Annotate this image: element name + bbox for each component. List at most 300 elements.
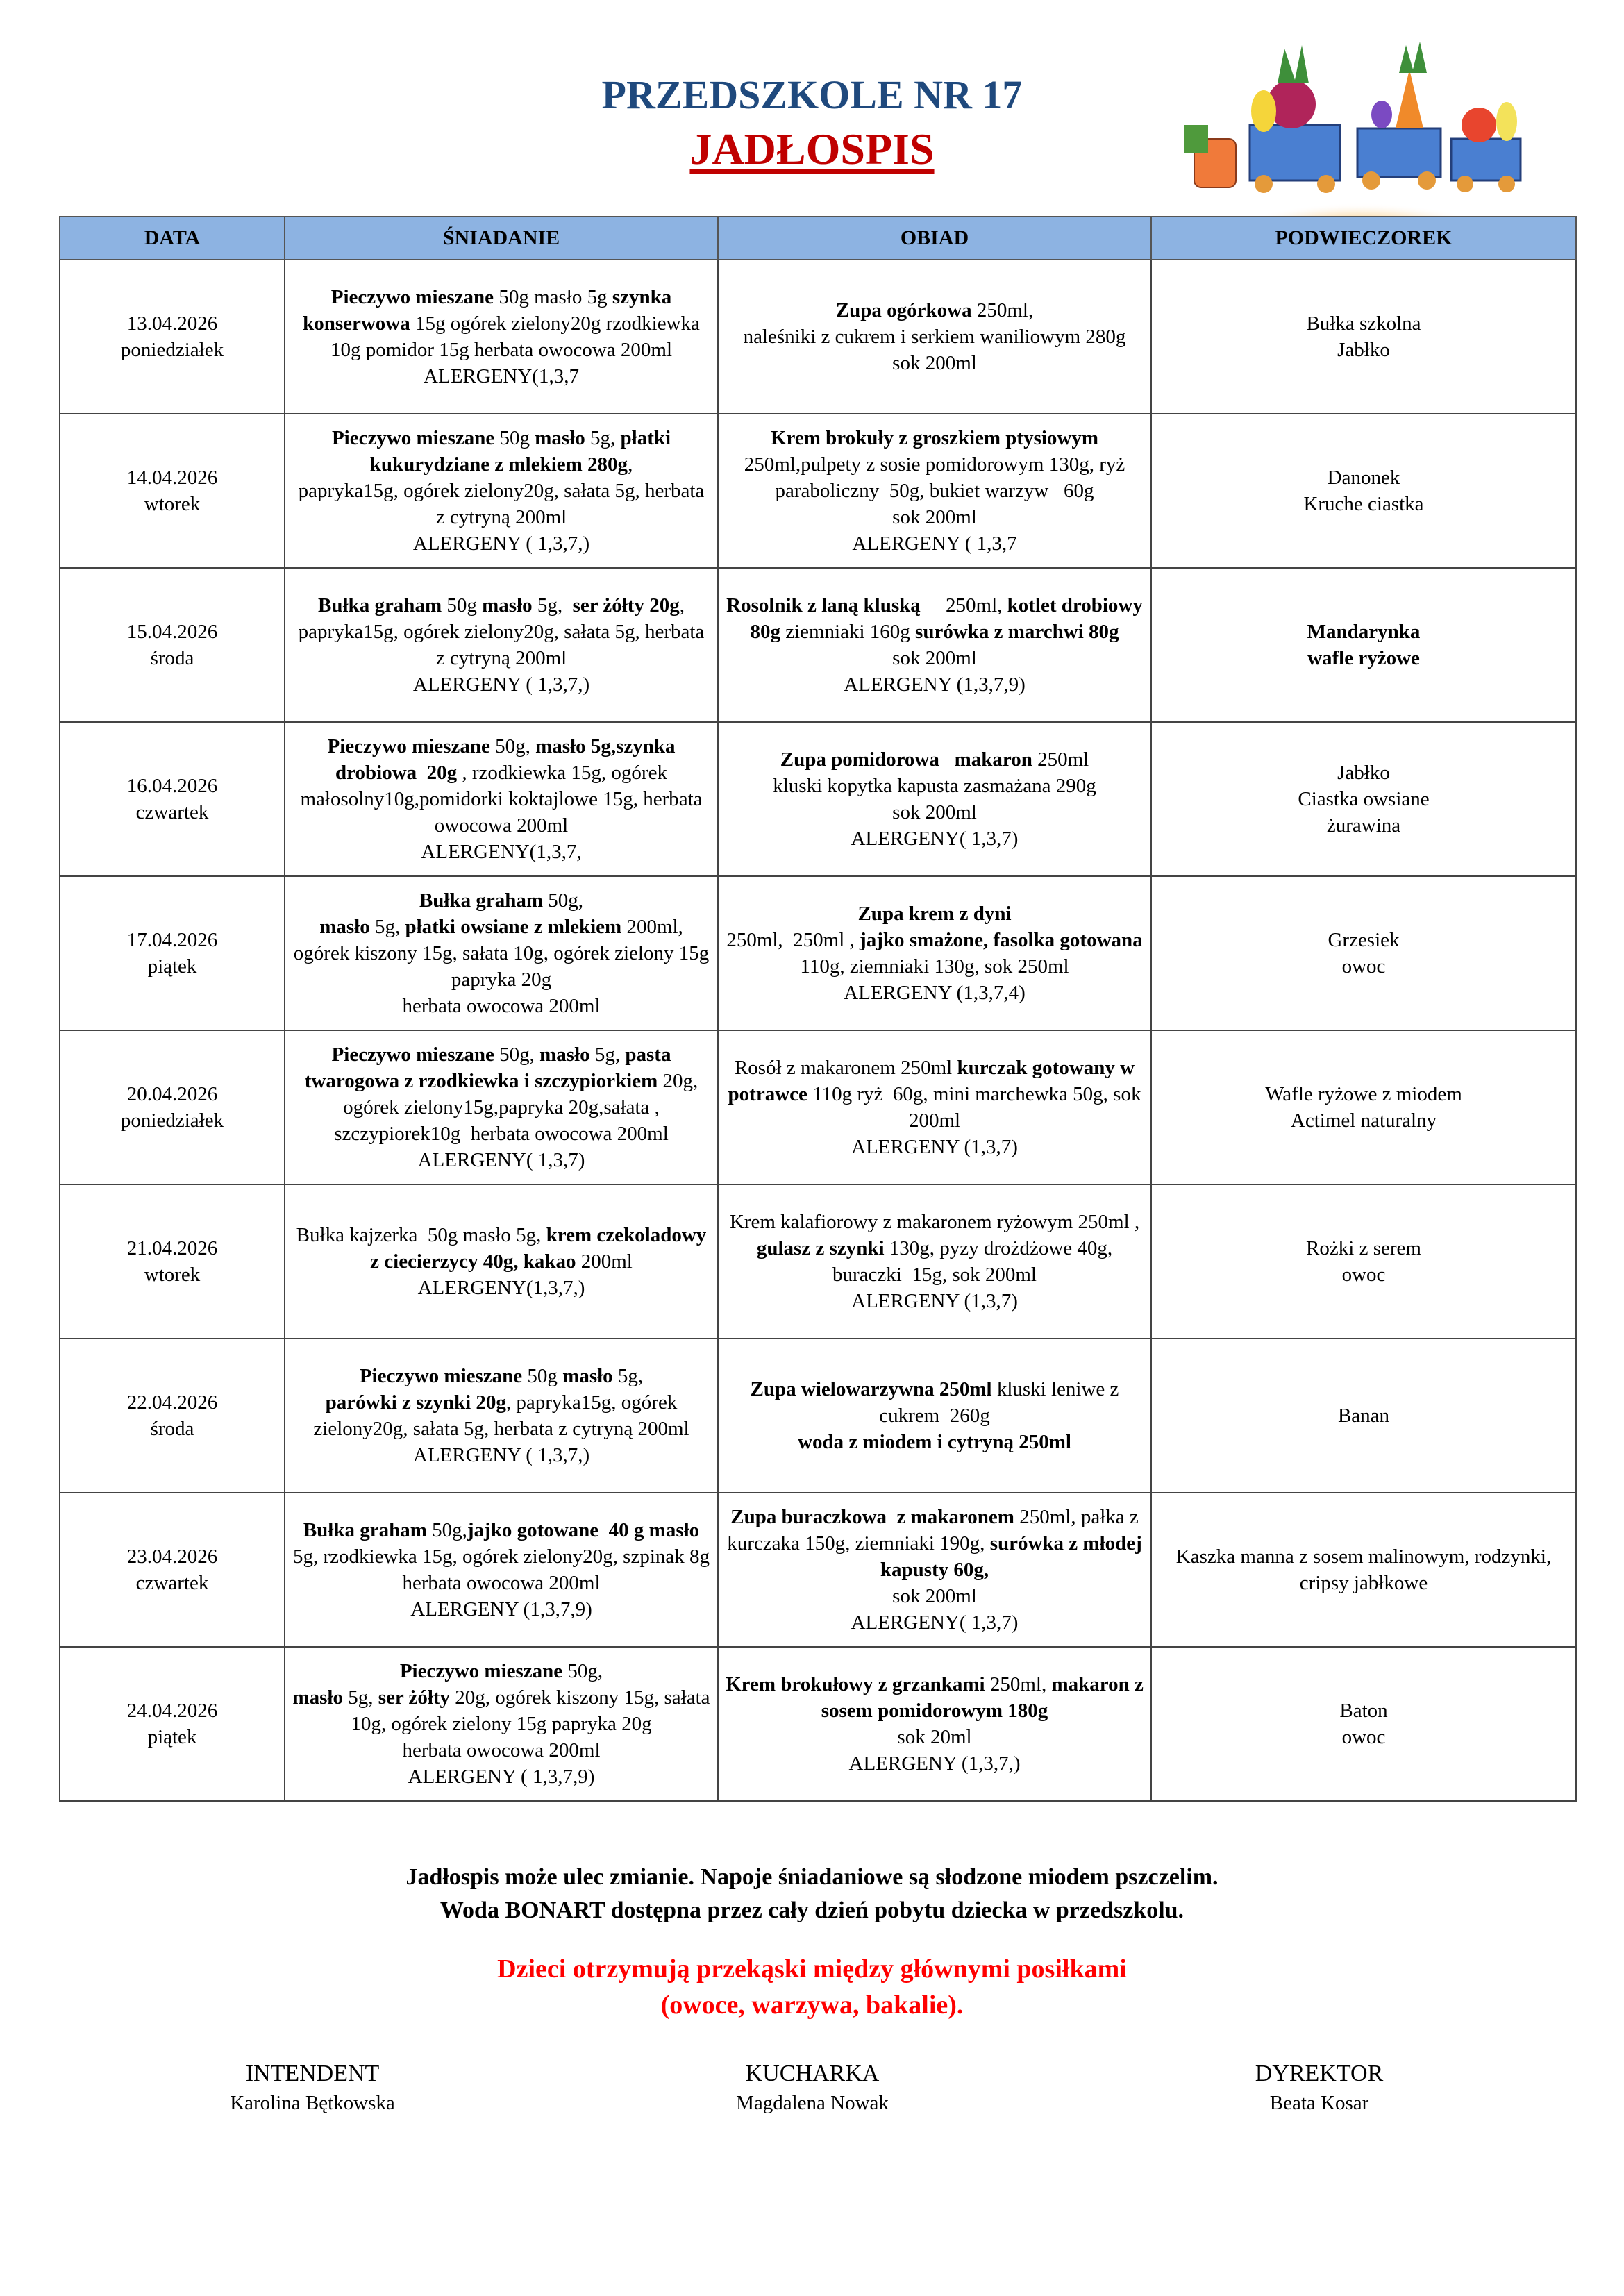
date-cell	[60, 722, 285, 876]
menu-item-text: 50g	[522, 1365, 563, 1387]
menu-item-text: Krem kalafiorowy z makaronem ryżowym 250ml ,	[729, 1211, 1145, 1233]
menu-line	[726, 900, 1144, 927]
menu-item-bold: masło	[535, 427, 585, 449]
menu-line	[726, 592, 1153, 645]
menu-line	[726, 927, 1168, 980]
menu-line	[726, 504, 1144, 530]
menu-line	[292, 733, 710, 839]
menu-item-bold: gulasz z szynki	[756, 1237, 885, 1259]
menu-line	[292, 425, 710, 478]
snack-cell	[1151, 1647, 1576, 1801]
weekday: wtorek	[144, 493, 201, 515]
menu-line	[726, 530, 1144, 557]
menu-item-bold: makaron z sosem pomidorowym 180g	[821, 1673, 1149, 1722]
weekday: poniedziałek	[120, 339, 224, 361]
menu-item-text: ALERGENY ( 1,3,7,)	[412, 673, 590, 696]
menu-line	[726, 1504, 1148, 1583]
menu-item-text: Banan	[1337, 1405, 1390, 1427]
lunch-cell	[718, 1184, 1151, 1339]
menu-line	[292, 1222, 710, 1275]
menu-item-text: 5g,	[342, 1686, 378, 1709]
date: 20.04.2026	[126, 1083, 218, 1105]
wagon-3	[1451, 102, 1521, 192]
breakfast-cell	[285, 1339, 718, 1493]
menu-item-text: herbata owocowa 200ml	[402, 995, 601, 1017]
menu-line	[1159, 491, 1568, 517]
snack-cell	[1151, 1339, 1576, 1493]
menu-item-text: , papryka15g, ogórek zielony20g, sałata 5g, herbata z cytryną 200ml	[313, 1391, 689, 1440]
menu-item-text: 250ml,pulpety z sosie pomidorowym 130g, ryż paraboliczny 50g, bukiet warzyw 60g	[744, 453, 1130, 502]
school-name: PRZEDSZKOLE NR 17	[601, 72, 1023, 117]
menu-item-text: 250ml,	[920, 594, 1007, 617]
breakfast-cell	[285, 568, 718, 722]
menu-item-bold: Mandarynka	[1307, 621, 1421, 643]
menu-line	[726, 425, 1144, 451]
menu-line	[726, 826, 1144, 852]
table-row	[60, 722, 1576, 876]
menu-item-text: Rosół z makaronem 250ml	[734, 1057, 957, 1079]
menu-line	[292, 1517, 715, 1596]
menu-item-text: 50g,	[494, 1044, 540, 1066]
menu-title: JADŁOSPIS	[689, 124, 935, 174]
breakfast-cell	[285, 722, 718, 876]
menu-item-text: ziemniaki 160g	[780, 621, 916, 643]
breakfast-cell	[285, 1493, 718, 1647]
date-cell	[60, 260, 285, 414]
menu-item-bold: surówka z młodej kapusty 60g,	[880, 1532, 1148, 1581]
menu-line	[292, 1363, 710, 1389]
menu-line	[292, 1275, 710, 1301]
signature-cook	[639, 2059, 986, 2117]
menu-item-bold: masło	[562, 1365, 613, 1387]
breakfast-cell	[285, 260, 718, 414]
menu-line	[1159, 760, 1568, 786]
menu-item-text: ALERGENY (1,3,7,)	[848, 1752, 1021, 1775]
wagon-1	[1250, 45, 1340, 193]
menu-line	[292, 839, 710, 865]
menu-item-bold: kurczak gotowany w potrawce	[728, 1057, 1140, 1105]
menu-line	[726, 980, 1144, 1006]
signature-name: Karolina Bętkowska	[230, 2092, 395, 2114]
menu-line	[726, 324, 1144, 350]
date-cell	[60, 568, 285, 722]
menu-line	[1159, 645, 1568, 671]
weekday: poniedziałek	[120, 1109, 224, 1132]
menu-item-text: Ciastka owsiane	[1298, 788, 1430, 810]
menu-item-text: Bułka szkolna	[1306, 312, 1421, 335]
note-line-1: Jadłospis może ulec zmianie. Napoje śniadaniowe są słodzone miodem pszczelim.	[405, 1864, 1219, 1890]
menu-line	[726, 1376, 1144, 1429]
menu-line	[1159, 464, 1568, 491]
menu-item-text: 250ml,	[985, 1673, 1052, 1695]
menu-item-bold: pasta twarogowa z rzodkiewka i szczypiorkiem	[304, 1044, 676, 1092]
menu-item-text: owoc	[1341, 955, 1386, 978]
date-cell	[60, 876, 285, 1030]
date: 15.04.2026	[126, 621, 218, 643]
menu-item-text: , papryka15g, ogórek zielony20g, sałata 5g, herbata z cytryną 200ml	[298, 594, 710, 669]
menu-item-text: 250ml,	[971, 299, 1034, 321]
menu-item-bold: kotlet drobiowy 80g	[750, 594, 1153, 643]
menu-item-text: żurawina	[1326, 814, 1401, 837]
date: 21.04.2026	[126, 1237, 218, 1259]
menu-item-text: ALERGENY ( 1,3,7,9)	[408, 1766, 595, 1788]
menu-item-text: ,	[628, 453, 633, 476]
menu-item-text: 5g,	[612, 1365, 644, 1387]
snack-cell	[1151, 1030, 1576, 1184]
date: 23.04.2026	[126, 1545, 218, 1568]
menu-item-bold: Zupa buraczkowa z makaronem	[730, 1506, 1014, 1528]
date: 17.04.2026	[126, 929, 218, 951]
menu-line	[726, 645, 1144, 671]
menu-item-text: sok 20ml	[897, 1726, 972, 1748]
menu-item-text: sok 200ml	[892, 647, 977, 669]
menu-item-bold: Bułka graham	[318, 594, 442, 617]
weekday: środa	[150, 647, 194, 669]
menu-item-text: 50g masło 5g	[494, 286, 612, 308]
menu-item-text: Rożki z serem	[1306, 1237, 1421, 1259]
notes	[0, 1861, 1624, 1927]
menu-line	[1159, 1081, 1568, 1107]
menu-item-bold: jajko gotowane 40 g masło	[467, 1519, 700, 1541]
snack-cell	[1151, 260, 1576, 414]
menu-line	[292, 530, 710, 557]
menu-item-text: ALERGENY (1,3,7,9)	[410, 1598, 592, 1620]
menu-line	[1159, 1402, 1568, 1429]
lunch-cell	[718, 568, 1151, 722]
menu-item-bold: Krem brokułowy z grzankami	[726, 1673, 985, 1695]
menu-item-text: naleśniki z cukrem i serkiem waniliowym 280g	[743, 326, 1126, 348]
menu-line	[726, 1209, 1144, 1288]
menu-item-text: Wafle ryżowe z miodem	[1265, 1083, 1462, 1105]
menu-line	[1159, 1543, 1568, 1596]
menu-line	[292, 363, 710, 389]
menu-item-text: 20g, ogórek kiszony 15g, sałata 10g, ogórek zielony 15g papryka 20g	[351, 1686, 715, 1735]
menu-item-text: sok 200ml	[892, 1585, 977, 1607]
menu-item-text: herbata owocowa 200ml	[402, 1739, 601, 1761]
menu-item-text: Baton	[1339, 1700, 1388, 1722]
weekday: środa	[150, 1418, 194, 1440]
menu-item-text: 5g,	[585, 427, 621, 449]
snack-cell	[1151, 722, 1576, 876]
lunch-cell	[718, 260, 1151, 414]
menu-line	[726, 1583, 1144, 1609]
menu-item-bold: Zupa pomidorowa makaron	[780, 748, 1032, 771]
menu-item-text: kluski kopytka kapusta zasmażana 290g	[773, 775, 1096, 797]
menu-line	[1159, 1698, 1568, 1724]
menu-item-bold: Bułka graham	[303, 1519, 427, 1541]
menu-item-text: Bułka kajzerka 50g masło 5g,	[296, 1224, 546, 1246]
signature-intendent	[139, 2059, 486, 2117]
menu-line	[726, 1724, 1144, 1750]
header-date: DATA	[60, 217, 285, 260]
menu-item-text: 250ml, 250ml ,	[726, 929, 860, 951]
menu-item-text: Kaszka manna z sosem malinowym, rodzynki, cripsy jabłkowe	[1175, 1545, 1557, 1594]
header-lunch: OBIAD	[718, 217, 1151, 260]
date-cell	[60, 1184, 285, 1339]
menu-item-text: kluski leniwe z cukrem 260g	[879, 1378, 1124, 1427]
menu-item-bold: woda z miodem i cytryną 250ml	[798, 1431, 1071, 1453]
menu-item-text: 110g ryż 60g, mini marchewka 50g, sok 200ml	[807, 1083, 1146, 1132]
lunch-cell	[718, 1493, 1151, 1647]
menu-item-text: 5g, rzodkiewka 15g, ogórek zielony20g, szpinak 8g herbata owocowa 200ml	[293, 1519, 715, 1594]
menu-line	[1159, 310, 1568, 337]
menu-item-bold: Krem brokuły z groszkiem ptysiowym	[770, 427, 1099, 449]
menu-line	[292, 914, 714, 993]
vegetable-train-illustration	[1153, 42, 1555, 222]
signature-name: Beata Kosar	[1269, 2092, 1369, 2114]
menu-line	[726, 1055, 1144, 1134]
menu-line	[726, 1609, 1144, 1636]
menu-item-bold: masło	[319, 916, 370, 938]
menu-line	[1159, 786, 1568, 812]
menu-item-text: papryka15g, ogórek zielony20g, sałata 5g, herbata z cytryną 200ml	[298, 480, 710, 528]
date: 22.04.2026	[126, 1391, 218, 1414]
lunch-cell	[718, 1030, 1151, 1184]
menu-item-text: ALERGENY (1,3,7)	[851, 1290, 1018, 1312]
menu-line	[292, 671, 710, 698]
menu-item-text: 200ml, ogórek kiszony 15g, sałata 10g, ogórek zielony 15g papryka 20g	[293, 916, 714, 991]
menu-item-bold: Pieczywo mieszane	[399, 1660, 563, 1682]
menu-item-text: 20g, ogórek zielony15g,papryka 20g,sałata , szczypiorek10g herbata owocowa 200ml	[334, 1070, 703, 1145]
menu-item-text: ALERGENY(1,3,7	[424, 365, 579, 387]
signature-name: Magdalena Nowak	[736, 2092, 889, 2114]
signature-role: DYREKTOR	[1255, 2061, 1384, 2086]
menu-line	[1159, 812, 1568, 839]
menu-line	[292, 1389, 710, 1442]
menu-line	[292, 592, 710, 671]
menu-item-bold: płatki owsiane z mlekiem	[405, 916, 622, 938]
menu-item-bold: Zupa ogórkowa	[835, 299, 972, 321]
menu-item-text: sok 200ml	[892, 352, 977, 374]
menu-item-text: 110g, ziemniaki 130g, sok 250ml	[800, 929, 1168, 978]
date: 24.04.2026	[126, 1700, 218, 1722]
menu-item-bold: Bułka graham	[419, 889, 544, 912]
menu-item-text: 130g, pyzy drożdżowe 40g, buraczki 15g, sok 200ml	[832, 1237, 1118, 1286]
menu-line	[1159, 1724, 1568, 1750]
menu-item-bold: szynka konserwowa	[303, 286, 677, 335]
menu-item-bold: parówki z szynki 20g	[325, 1391, 506, 1414]
menu-item-text: ALERGENY ( 1,3,7,)	[412, 1444, 590, 1466]
menu-line	[292, 1596, 710, 1623]
menu-line	[292, 1442, 710, 1468]
note-line-2: Woda BONART dostępna przez cały dzień pobytu dziecka w przedszkolu.	[440, 1897, 1184, 1923]
menu-item-text: 5g,	[532, 594, 573, 617]
menu-item-bold: Pieczywo mieszane	[330, 286, 494, 308]
breakfast-cell	[285, 414, 718, 568]
breakfast-cell	[285, 1184, 718, 1339]
menu-item-bold: jajko smażone, fasolka gotowana	[860, 929, 1143, 951]
weekday: piątek	[147, 1726, 197, 1748]
date: 13.04.2026	[126, 312, 218, 335]
menu-item-text: ALERGENY( 1,3,7)	[851, 1611, 1019, 1634]
menu-item-text: ALERGENY( 1,3,7)	[851, 828, 1019, 850]
menu-line	[726, 451, 1144, 504]
menu-item-text: 250ml	[1032, 748, 1089, 771]
menu-item-text: sok 200ml	[892, 801, 977, 823]
menu-item-text: owoc	[1341, 1726, 1386, 1748]
table-row	[60, 1339, 1576, 1493]
table-row	[60, 876, 1576, 1030]
menu-item-text: ALERGENY (1,3,7,9)	[844, 673, 1026, 696]
menu-item-bold: ser żółty	[378, 1686, 451, 1709]
table-row	[60, 1030, 1576, 1184]
snack-cell	[1151, 414, 1576, 568]
menu-item-text: 5g,	[369, 916, 405, 938]
weekday: czwartek	[135, 801, 209, 823]
menu-line	[1159, 927, 1568, 953]
menu-item-text: Actimel naturalny	[1290, 1109, 1437, 1132]
wagon-2	[1357, 42, 1441, 190]
menu-item-text: Grzesiek	[1328, 929, 1400, 951]
snack-note	[0, 1951, 1624, 2023]
menu-line	[726, 1134, 1144, 1160]
weekday: piątek	[147, 955, 197, 978]
menu-line	[726, 297, 1144, 324]
menu-item-bold: masło	[292, 1686, 343, 1709]
menu-item-bold: Pieczywo mieszane	[331, 427, 495, 449]
menu-line	[1159, 619, 1568, 645]
menu-line	[292, 1041, 710, 1147]
menu-line	[1159, 337, 1568, 363]
menu-line	[726, 1288, 1144, 1314]
menu-item-bold: Pieczywo mieszane	[359, 1365, 523, 1387]
menu-line	[1159, 953, 1568, 980]
snack-cell	[1151, 568, 1576, 722]
menu-item-bold: ser żółty 20g	[572, 594, 680, 617]
menu-item-text: ALERGENY (1,3,7)	[851, 1136, 1018, 1158]
menu-item-text: 15g ogórek zielony20g rzodkiewka 10g pomidor 15g herbata owocowa 200ml	[330, 312, 705, 361]
header-breakfast: ŚNIADANIE	[285, 217, 718, 260]
menu-item-text: , rzodkiewka 15g, ogórek małosolny10g,pomidorki koktajlowe 15g, herbata owocowa 200ml	[300, 762, 708, 837]
menu-item-text: Kruche ciastka	[1303, 493, 1424, 515]
menu-item-text: owoc	[1341, 1264, 1386, 1286]
lunch-cell	[718, 414, 1151, 568]
menu-line	[292, 993, 710, 1019]
breakfast-cell	[285, 1030, 718, 1184]
menu-line	[1159, 1235, 1568, 1262]
menu-line	[292, 1658, 710, 1684]
menu-line	[292, 887, 710, 914]
weekday: wtorek	[144, 1264, 201, 1286]
date: 16.04.2026	[126, 775, 218, 797]
table-row	[60, 1647, 1576, 1801]
menu-item-bold: płatki kukurydziane z mlekiem 280g	[369, 427, 676, 476]
header-snack: PODWIECZOREK	[1151, 217, 1576, 260]
snack-note-line-1: Dzieci otrzymują przekąski między głównymi posiłkami	[497, 1954, 1127, 1984]
date-cell	[60, 414, 285, 568]
menu-line	[726, 1750, 1144, 1777]
menu-item-bold: masło	[482, 594, 533, 617]
train-engine	[1184, 125, 1236, 187]
menu-item-bold: Zupa wielowarzywna 250ml	[750, 1378, 992, 1400]
menu-item-text: 50g,	[562, 1660, 603, 1682]
table-row	[60, 1184, 1576, 1339]
menu-item-bold: masło	[539, 1044, 590, 1066]
menu-item-text: 5g,	[589, 1044, 626, 1066]
menu-table	[59, 216, 1577, 1802]
menu-item-bold: Rosolnik z laną kluską	[726, 594, 921, 617]
menu-line	[726, 1671, 1149, 1724]
signature-director	[1146, 2059, 1493, 2117]
lunch-cell	[718, 1339, 1151, 1493]
menu-item-text: ALERGENY(1,3,7,	[421, 841, 582, 863]
breakfast-cell	[285, 876, 718, 1030]
menu-item-bold: wafle ryżowe	[1307, 647, 1420, 669]
menu-item-text: 200ml	[576, 1250, 633, 1273]
lunch-cell	[718, 1647, 1151, 1801]
lunch-cell	[718, 722, 1151, 876]
snack-cell	[1151, 876, 1576, 1030]
menu-line	[726, 671, 1144, 698]
menu-item-text: 50g,	[489, 735, 536, 757]
menu-line	[1159, 1107, 1568, 1134]
menu-item-text: ALERGENY(1,3,7,)	[417, 1277, 585, 1299]
date-cell	[60, 1030, 285, 1184]
menu-item-text: ALERGENY (1,3,7,4)	[844, 982, 1026, 1004]
table-row	[60, 414, 1576, 568]
menu-item-text: Jabłko	[1337, 339, 1390, 361]
menu-item-bold: Zupa krem z dyni	[857, 903, 1012, 925]
menu-line	[292, 1684, 715, 1737]
menu-item-text: 50g	[442, 594, 483, 617]
menu-item-text: Danonek	[1327, 467, 1400, 489]
menu-item-text: ALERGENY ( 1,3,7,)	[412, 533, 590, 555]
menu-line	[726, 746, 1144, 773]
menu-item-text: 250ml, pałka z kurczaka 150g, ziemniaki 190g,	[727, 1506, 1144, 1555]
lunch-cell	[718, 876, 1168, 1030]
menu-item-text: ALERGENY( 1,3,7)	[417, 1149, 585, 1171]
menu-item-bold: Pieczywo mieszane	[331, 1044, 494, 1066]
signature-role: INTENDENT	[245, 2061, 380, 2086]
date-cell	[60, 1339, 285, 1493]
date-cell	[60, 1493, 285, 1647]
table-row	[60, 568, 1576, 722]
menu-line	[726, 1429, 1144, 1455]
menu-line	[292, 478, 710, 530]
menu-line	[726, 799, 1144, 826]
menu-item-bold: krem czekoladowy z ciecierzycy 40g, kakao	[370, 1224, 712, 1273]
menu-line	[292, 1737, 710, 1763]
menu-line	[1159, 1262, 1568, 1288]
menu-item-text: 50g,	[426, 1519, 467, 1541]
menu-item-text: 50g,	[543, 889, 584, 912]
snack-cell	[1151, 1184, 1576, 1339]
menu-item-text: ALERGENY ( 1,3,7	[852, 533, 1017, 555]
menu-line	[726, 773, 1144, 799]
menu-item-text: Jabłko	[1337, 762, 1390, 784]
signature-role: KUCHARKA	[745, 2061, 880, 2086]
menu-table-body	[60, 260, 1576, 1801]
menu-line	[292, 284, 710, 363]
table-row	[60, 1493, 1576, 1647]
menu-item-bold: masło 5g,szynka drobiowa 20g	[335, 735, 680, 784]
menu-line	[292, 1147, 710, 1173]
date-cell	[60, 1647, 285, 1801]
menu-item-bold: Pieczywo mieszane	[327, 735, 490, 757]
menu-item-text: sok 200ml	[892, 506, 977, 528]
snack-cell	[1151, 1493, 1576, 1647]
menu-line	[292, 1763, 710, 1790]
menu-item-bold: surówka z marchwi 80g	[915, 621, 1119, 643]
breakfast-cell	[285, 1647, 718, 1801]
menu-item-text: 50g	[494, 427, 535, 449]
table-header-row	[60, 217, 1576, 260]
weekday: czwartek	[135, 1572, 209, 1594]
date: 14.04.2026	[126, 467, 218, 489]
table-row	[60, 260, 1576, 414]
snack-note-line-2: (owoce, warzywa, bakalie).	[660, 1991, 964, 2020]
menu-line	[726, 350, 1144, 376]
